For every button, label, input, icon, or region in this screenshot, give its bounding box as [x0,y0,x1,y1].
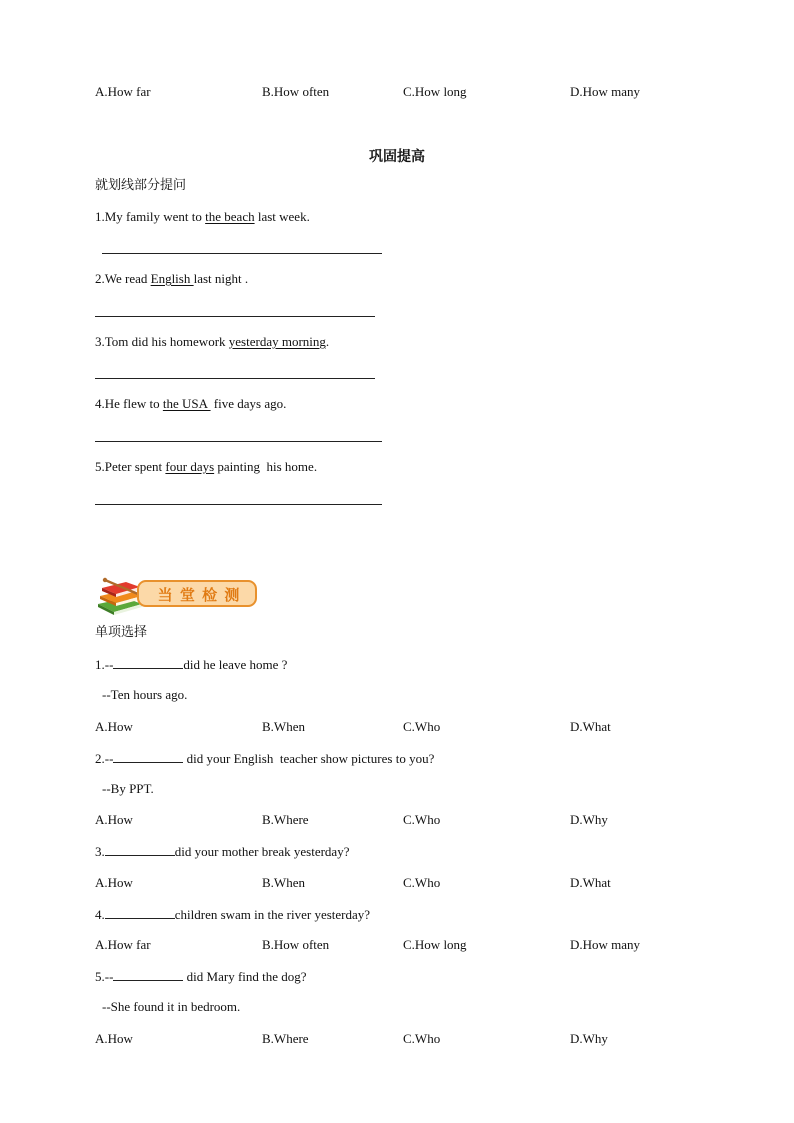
mc-options-3 [95,875,715,891]
blank[interactable] [113,656,183,669]
option-d[interactable]: D.What [570,875,611,890]
mc-question-5 [95,968,307,985]
mc-question-3 [95,843,349,860]
mc-reply-1: --Ten hours ago. [102,687,188,702]
option-d[interactable]: D.Why [570,812,608,827]
question-text: painting his home. [214,459,318,474]
option-c[interactable]: C.Who [403,812,441,827]
mc-options-2 [95,812,715,828]
mc-reply-2: --By PPT. [102,781,154,796]
option-c[interactable]: C.How long [403,937,467,952]
underlined-part: English [150,271,194,286]
question-text: 1.My family went to [95,209,206,224]
question-text: did Mary find the dog? [183,969,307,984]
option-b[interactable]: B.How often [262,937,330,952]
underlined-part: the USA [162,396,211,411]
mc-options-4 [95,937,715,953]
question-text: 2.We read [95,271,151,286]
top-options-row [95,84,715,100]
option-d[interactable]: D.What [570,719,611,734]
option-a[interactable]: A.How [95,875,133,890]
mc-question-4 [95,906,370,923]
section1-instruction: 就划线部分提问 [95,178,187,193]
mc-options-1 [95,719,715,735]
option-b[interactable]: B.When [262,875,305,890]
blank[interactable] [105,906,175,919]
question-text: did your English teacher show pictures to you? [183,751,435,766]
option-a[interactable]: A.How [95,719,133,734]
underlined-part: four days [165,459,215,474]
option-b[interactable]: B.Where [262,812,309,827]
question-text: five days ago. [210,396,287,411]
mc-question-1 [95,656,287,673]
blank[interactable] [105,843,175,856]
option-d[interactable]: D.How many [570,937,641,952]
option-b: B.How often [262,84,330,99]
question-text: 4.He flew to [95,396,163,411]
question-text: 2.-- [95,751,114,766]
question-1 [95,209,310,225]
answer-line-2[interactable] [95,316,375,317]
option-d: D.How many [570,84,641,99]
answer-line-1[interactable] [102,253,382,254]
question-text: last week. [254,209,310,224]
question-text: 4. [95,907,105,922]
question-2 [95,271,248,287]
blank[interactable] [113,968,183,981]
question-text: 5.Peter spent [95,459,166,474]
option-c[interactable]: C.Who [403,875,441,890]
option-b[interactable]: B.When [262,719,305,734]
question-5 [95,459,317,475]
option-a[interactable]: A.How [95,812,133,827]
option-a[interactable]: A.How far [95,937,151,952]
option-d[interactable]: D.Why [570,1031,608,1046]
option-a: A.How far [95,84,151,99]
question-text: did he leave home ? [183,657,288,672]
section2-instruction: 单项选择 [95,625,148,640]
option-a[interactable]: A.How [95,1031,133,1046]
answer-line-3[interactable] [95,378,375,379]
answer-line-4[interactable] [95,441,382,442]
question-text: 5.-- [95,969,114,984]
section-title: 巩固提高 [369,149,425,165]
question-text: 1.-- [95,657,114,672]
blank[interactable] [113,750,183,763]
underlined-part: the beach [205,209,255,224]
question-text: . [325,334,330,349]
question-text: last night . [193,271,249,286]
mc-reply-5: --She found it in bedroom. [102,999,241,1014]
mc-question-2 [95,750,434,767]
option-c[interactable]: C.Who [403,719,441,734]
question-text: 3. [95,844,105,859]
badge-label: 当 堂 检 测 [157,586,241,604]
mc-options-5 [95,1031,715,1047]
option-b[interactable]: B.Where [262,1031,309,1046]
option-c[interactable]: C.Who [403,1031,441,1046]
section-badge [96,574,260,616]
underlined-part: yesterday morning [228,334,326,349]
option-c: C.How long [403,84,467,99]
question-text: did your mother break yesterday? [174,844,350,859]
question-4 [95,396,286,412]
question-text: children swam in the river yesterday? [174,907,371,922]
answer-line-5[interactable] [95,504,382,505]
question-text: 3.Tom did his homework [95,334,229,349]
question-3 [95,334,329,350]
